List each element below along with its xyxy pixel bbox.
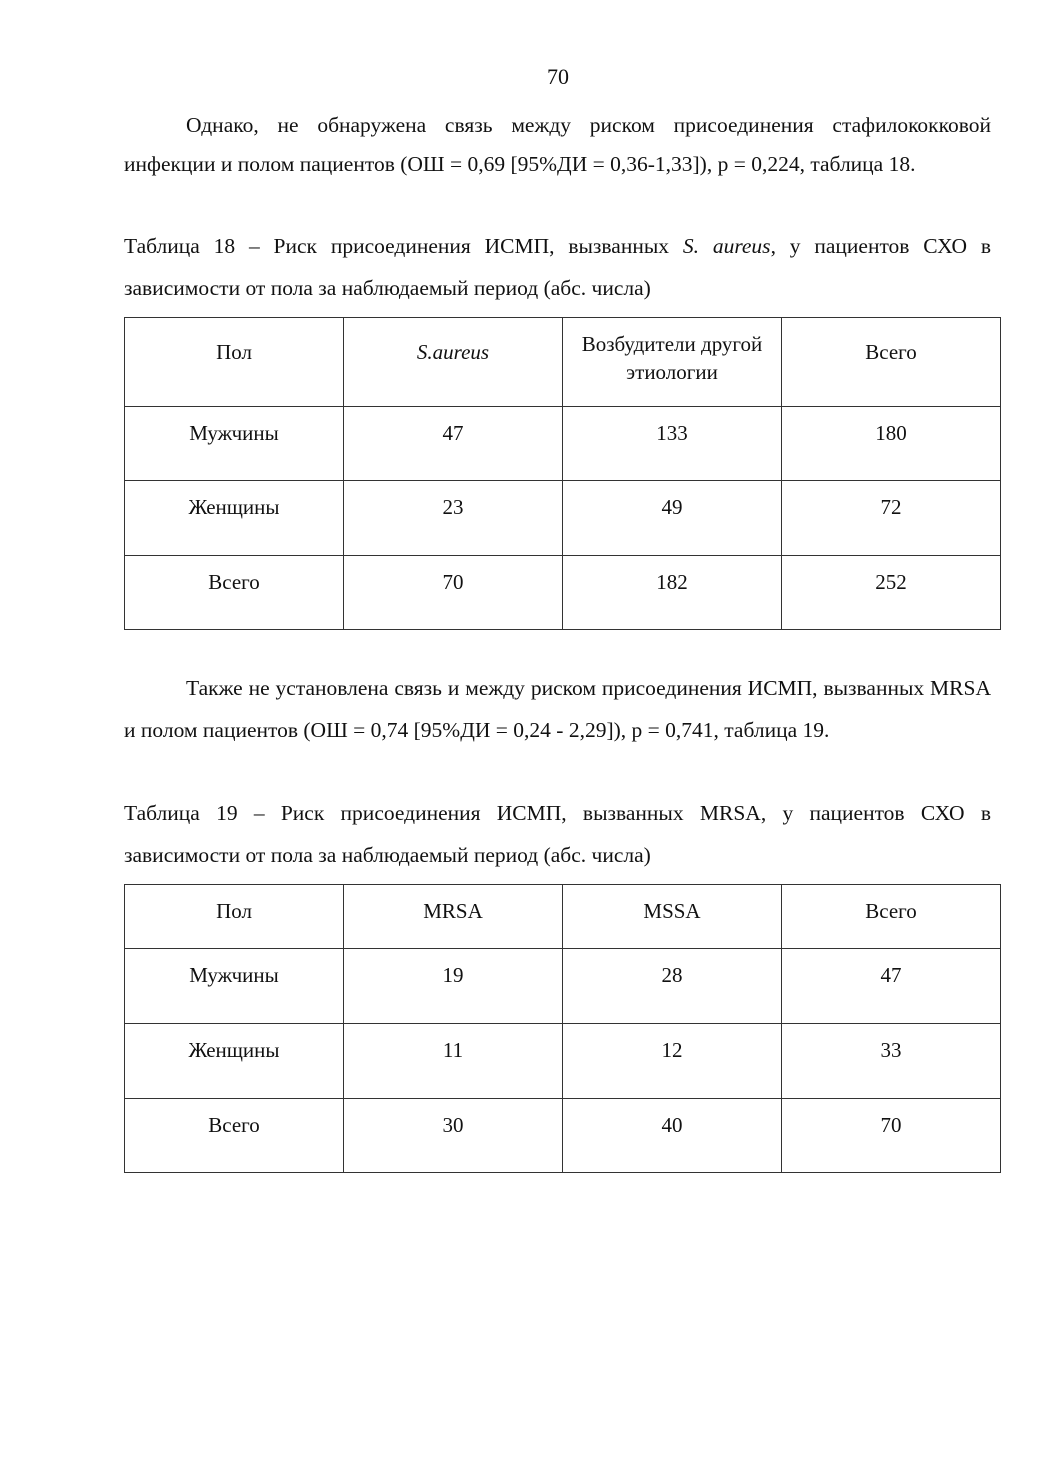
table-18-header-other: Возбудители другой этиологии bbox=[563, 318, 782, 407]
table-18-header-sex: Пол bbox=[125, 318, 344, 407]
table-19-row-total bbox=[125, 1099, 1001, 1173]
table-cell: 252 bbox=[782, 556, 1001, 630]
table-cell: 180 bbox=[782, 407, 1001, 481]
table-18-caption bbox=[124, 225, 991, 309]
table-19-row-women bbox=[125, 1024, 1001, 1099]
table-cell: Всего bbox=[125, 556, 344, 630]
paragraph-2 bbox=[124, 667, 991, 751]
table-cell: 33 bbox=[782, 1024, 1001, 1099]
table-19-row-men bbox=[125, 949, 1001, 1024]
table-19-header-mrsa: MRSA bbox=[344, 885, 563, 949]
table-cell: 70 bbox=[782, 1099, 1001, 1173]
table-19 bbox=[124, 884, 1001, 1173]
table-18-row-women bbox=[125, 481, 1001, 556]
table-cell: 30 bbox=[344, 1099, 563, 1173]
table-cell: Всего bbox=[125, 1099, 344, 1173]
table-19-header-row bbox=[125, 885, 1001, 949]
table-18-caption-after: , у пациентов СХО в зависимости от пола за наблюдаемый период (абс. числа) bbox=[124, 234, 992, 300]
table-cell: 23 bbox=[344, 481, 563, 556]
table-18-header-saureus: S.aureus bbox=[344, 318, 563, 407]
table-18-caption-italic: S. aureus bbox=[682, 234, 771, 258]
table-cell: Мужчины bbox=[125, 407, 344, 481]
table-cell: 12 bbox=[563, 1024, 782, 1099]
table-19-caption: Таблица 19 – Риск присоединения ИСМП, вызванных MRSA, у пациентов СХО в зависимости от пола за наблюдаемый период (абс. числа) bbox=[124, 801, 991, 867]
page-number: 70 bbox=[547, 64, 569, 89]
table-cell: 133 bbox=[563, 407, 782, 481]
table-cell: 70 bbox=[344, 556, 563, 630]
table-19-header-sex: Пол bbox=[125, 885, 344, 949]
table-cell: 182 bbox=[563, 556, 782, 630]
table-cell: 49 bbox=[563, 481, 782, 556]
table-18-header-row bbox=[125, 318, 1001, 407]
table-19-header-total: Всего bbox=[782, 885, 1001, 949]
table-18 bbox=[124, 317, 1001, 630]
table-18-header-total: Всего bbox=[782, 318, 1001, 407]
table-cell: 72 bbox=[782, 481, 1001, 556]
table-cell: 40 bbox=[563, 1099, 782, 1173]
table-19-header-mssa: MSSA bbox=[563, 885, 782, 949]
table-cell: 47 bbox=[782, 949, 1001, 1024]
table-cell: Мужчины bbox=[125, 949, 344, 1024]
table-cell: Женщины bbox=[125, 1024, 344, 1099]
paragraph-2-text: Также не установлена связь и между риском присоединения ИСМП, вызванных MRSA и полом пациентов (ОШ = 0,74 [95%ДИ = 0,24 - 2,29]), p = 0,741, таблица 19. bbox=[124, 676, 991, 742]
paragraph-1-text: Однако, не обнаружена связь между риском присоединения стафилококковой инфекции и полом пациентов (ОШ = 0,69 [95%ДИ = 0,36-1,33]), p = 0,224, таблица 18. bbox=[124, 113, 991, 176]
paragraph-1 bbox=[124, 106, 991, 184]
table-18-caption-before: Таблица 18 – Риск присоединения ИСМП, вызванных bbox=[124, 234, 683, 258]
table-cell: 47 bbox=[344, 407, 563, 481]
table-18-row-total bbox=[125, 556, 1001, 630]
table-cell: 28 bbox=[563, 949, 782, 1024]
table-cell: Женщины bbox=[125, 481, 344, 556]
table-cell: 11 bbox=[344, 1024, 563, 1099]
table-cell: 19 bbox=[344, 949, 563, 1024]
table-18-row-men bbox=[125, 407, 1001, 481]
